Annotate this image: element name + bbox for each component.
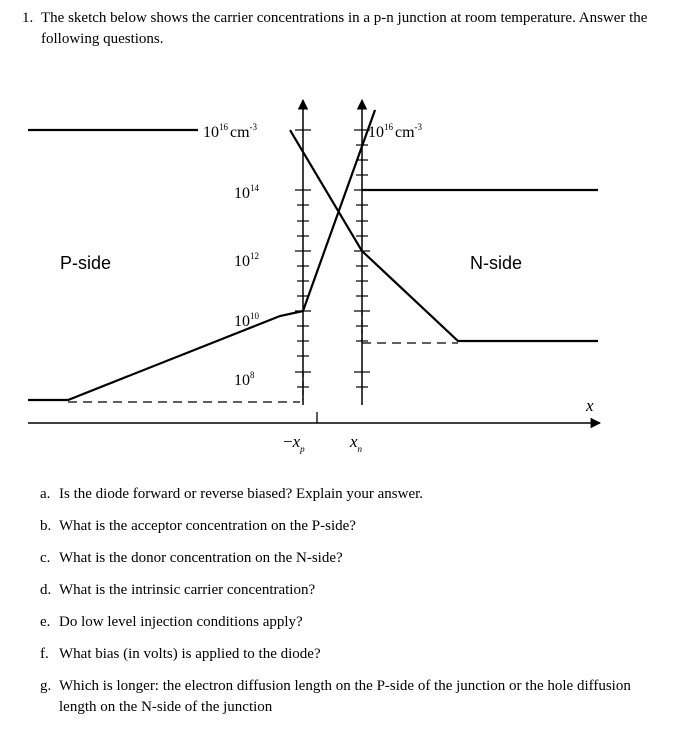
tick-label-1e8: $10^8$ [234,370,255,389]
left-conc-exp: 16 [219,122,228,132]
tick-label-1e14: $10^{14}$ [234,183,259,202]
left-conc-base: 10 [203,124,219,141]
subquestion-label: b. [40,518,52,534]
xn-label: $x_n$ [350,432,363,454]
tick-label-1e12: $10^{12}$ [234,251,259,270]
subquestion-d [40,580,665,601]
subquestion-b [40,516,665,537]
subquestion-text: Which is longer: the electron diffusion length on the P-side of the junction or the hole diffusion length on the N-side of the junction [59,678,631,715]
subquestion-text: Is the diode forward or reverse biased? Explain your answer. [59,486,424,502]
subquestion-f [40,644,665,665]
right-concentration-label [368,122,423,141]
subquestion-label: e. [40,614,51,630]
right-conc-unit-exp: -3 [414,122,423,132]
n-side-label: N-side [470,253,523,273]
subquestion-label: g. [40,678,52,694]
x-axis-label: x [586,396,594,415]
subquestion-a [40,484,665,505]
question-text: The sketch below shows the carrier concentrations in a p-n junction at room temperature. Answer the following questions. [41,10,648,47]
left-conc-unit-exp: -3 [249,122,258,132]
tick-label-1e10: $10^{10}$ [234,311,259,330]
right-conc-base: 10 [368,124,384,141]
subquestion-label: f. [40,646,49,662]
subquestion-text: What is the intrinsic carrier concentration? [59,582,316,598]
right-conc-exp: 16 [384,122,393,132]
subquestion-text: What is the acceptor concentration on the P-side? [59,518,356,534]
xp-label: $-x_p$ [283,432,305,454]
left-conc-unit: cm [230,124,250,141]
subquestion-label: d. [40,582,52,598]
subquestion-label: c. [40,550,51,566]
left-concentration-label [203,122,258,141]
subquestion-text: What bias (in volts) is applied to the diode? [59,646,321,662]
p-side-label: P-side [60,253,112,273]
subquestion-e [40,612,665,633]
subquestion-text: What is the donor concentration on the N-side? [59,550,343,566]
subquestion-g [40,676,665,718]
right-conc-unit: cm [395,124,415,141]
subquestion-c [40,548,665,569]
hole-profile [290,130,598,341]
subquestion-label: a. [40,486,51,502]
question-number: 1. [22,10,34,26]
subquestion-text: Do low level injection conditions apply? [59,614,303,630]
